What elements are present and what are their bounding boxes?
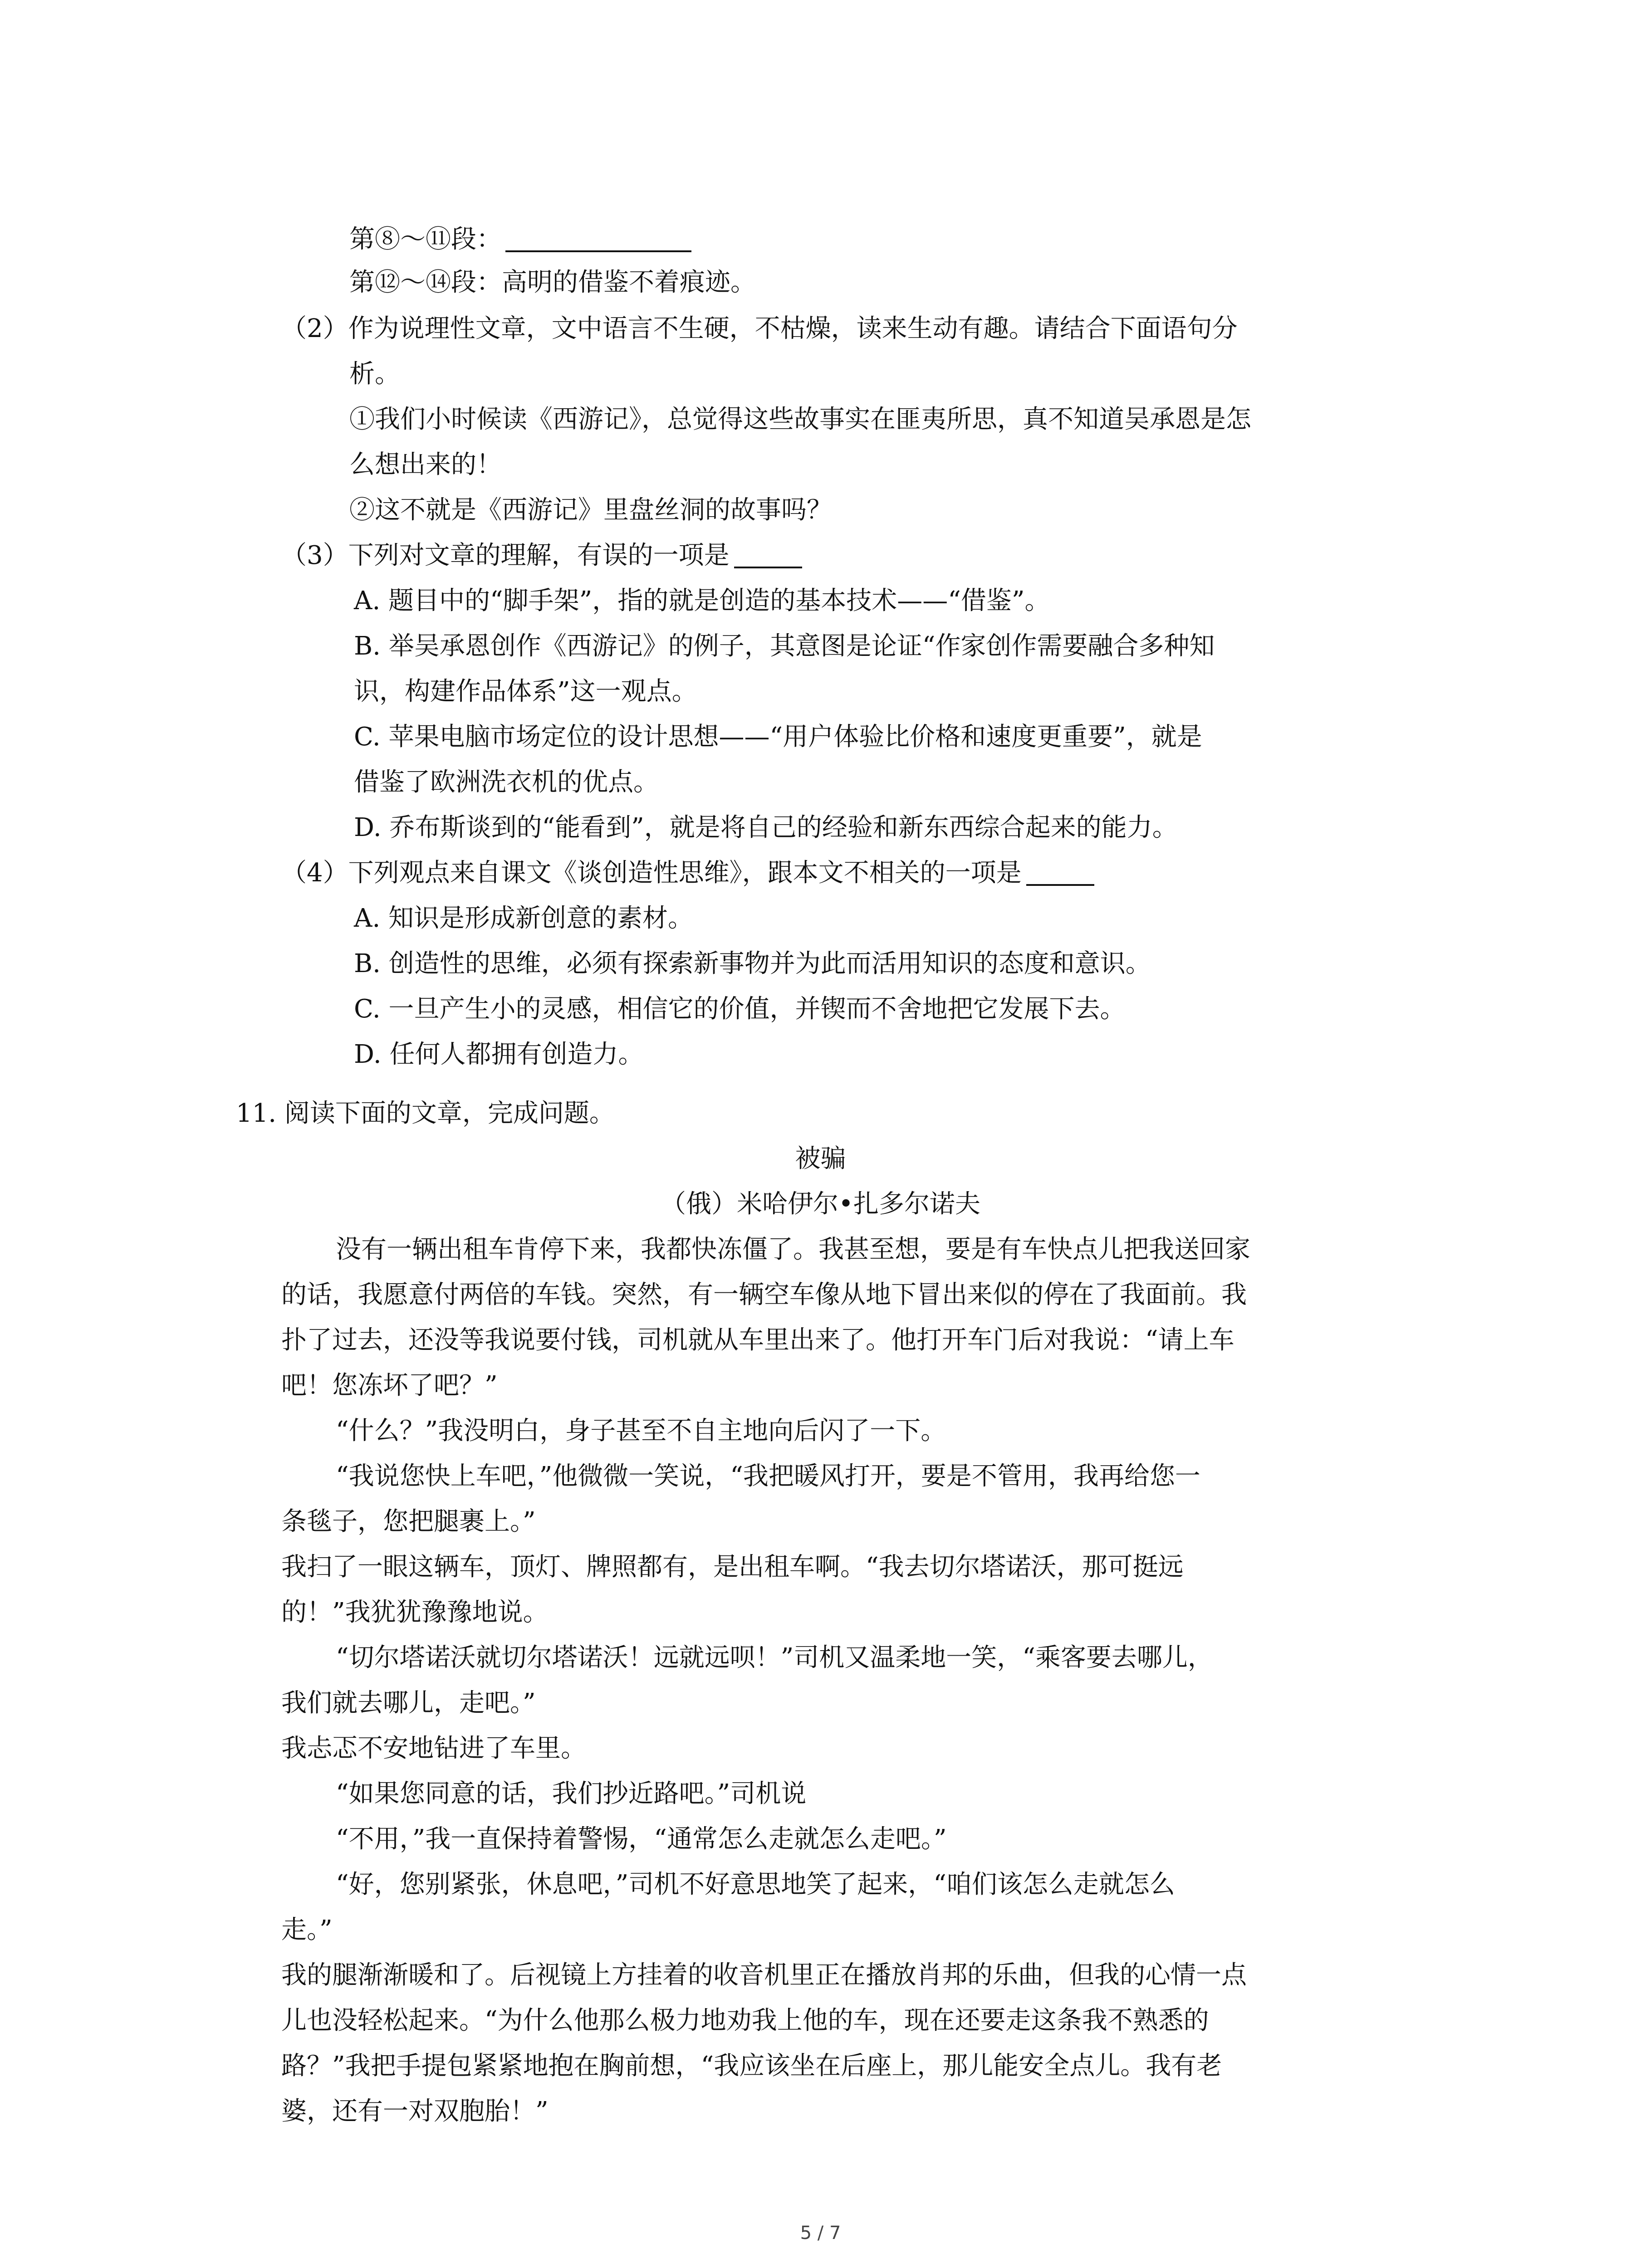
story-paragraph-9-line2: 走。” <box>281 1915 333 1945</box>
question-3-option-c-line2: 借鉴了欧洲洗衣机的优点。 <box>354 767 659 797</box>
question-3-option-b-line1[interactable]: B. 举吴承恩创作《西游记》的例子，其意图是论证“作家创作需要融合多种知 <box>354 631 1215 661</box>
story-paragraph-8: “不用，”我一直保持着警惕，“通常怎么走就怎么走吧。” <box>336 1824 947 1854</box>
story-paragraph-10-line2: 儿也没轻松起来。“为什么他那么极力地劝我上他的车，现在还要走这条我不熟悉的 <box>281 2006 1209 2035</box>
question-4-option-c[interactable]: C. 一旦产生小的灵感，相信它的价值，并锲而不舍地把它发展下去。 <box>354 994 1126 1024</box>
answer-blank[interactable] <box>734 546 802 568</box>
question-2-stem-line2: 析。 <box>349 359 400 389</box>
question-3-stem-text: （3）下列对文章的理解，有误的一项是 <box>281 541 730 570</box>
segment-8-11-line <box>349 227 691 252</box>
question-3-stem <box>281 543 802 568</box>
story-paragraph-3-line1: “我说您快上车吧，”他微微一笑说，“我把暖风打开，要是不管用，我再给您一 <box>336 1461 1200 1491</box>
story-paragraph-5-line1: “切尔塔诺沃就切尔塔诺沃！远就远呗！”司机又温柔地一笑，“乘客要去哪儿， <box>336 1643 1213 1672</box>
question-3-option-d[interactable]: D. 乔布斯谈到的“能看到”，就是将自己的经验和新东西综合起来的能力。 <box>354 813 1178 842</box>
article-title: 被骗 <box>795 1144 846 1173</box>
story-paragraph-10-line1: 我的腿渐渐暖和了。后视镜上方挂着的收音机里正在播放肖邦的乐曲，但我的心情一点 <box>281 1960 1247 1990</box>
story-paragraph-4-line1: 我扫了一眼这辆车，顶灯、牌照都有，是出租车啊。“我去切尔塔诺沃，那可挺远 <box>281 1552 1184 1582</box>
question-2-stem-line1: （2）作为说理性文章，文中语言不生硬，不枯燥，读来生动有趣。请结合下面语句分 <box>281 314 1238 343</box>
question-2-sentence-1-line1: ①我们小时候读《西游记》，总觉得这些故事实在匪夷所思，真不知道吴承恩是怎 <box>349 405 1251 434</box>
question-11-stem: 11. 阅读下面的文章，完成问题。 <box>236 1099 615 1128</box>
question-4-stem-text: （4）下列观点来自课文《谈创造性思维》，跟本文不相关的一项是 <box>281 858 1022 888</box>
story-paragraph-2: “什么？”我没明白，身子甚至不自主地向后闪了一下。 <box>336 1416 946 1446</box>
segment-12-14-line: 第⑫～⑭段：高明的借鉴不着痕迹。 <box>349 268 756 297</box>
question-4-option-d[interactable]: D. 任何人都拥有创造力。 <box>354 1040 644 1069</box>
question-4-stem <box>281 860 1094 886</box>
story-paragraph-10-line3: 路？”我把手提包紧紧地抱在胸前想，“我应该坐在后座上，那儿能安全点儿。我有老 <box>281 2051 1222 2081</box>
story-paragraph-10-line4: 婆，还有一对双胞胎！” <box>281 2097 549 2126</box>
article-author: （俄）米哈伊尔•扎多尔诺夫 <box>660 1189 981 1219</box>
story-paragraph-9-line1: “好，您别紧张，休息吧，”司机不好意思地笑了起来，“咱们该怎么走就怎么 <box>336 1870 1175 1899</box>
answer-blank[interactable] <box>505 230 691 252</box>
story-paragraph-1-line3: 扑了过去，还没等我说要付钱，司机就从车里出来了。他打开车门后对我说：“请上车 <box>281 1325 1234 1355</box>
story-paragraph-3-line2: 条毯子，您把腿裹上。” <box>281 1507 536 1536</box>
question-2-sentence-1-line2: 么想出来的！ <box>349 450 502 479</box>
question-3-option-a[interactable]: A. 题目中的“脚手架”，指的就是创造的基本技术——“借鉴”。 <box>354 586 1050 616</box>
story-paragraph-4-line2: 的！”我犹犹豫豫地说。 <box>281 1598 549 1627</box>
story-paragraph-1-line1: 没有一辆出租车肯停下来，我都快冻僵了。我甚至想，要是有车快点儿把我送回家 <box>336 1235 1250 1264</box>
question-4-option-b[interactable]: B. 创造性的思维，必须有探索新事物并为此而活用知识的态度和意识。 <box>354 949 1151 978</box>
story-paragraph-1-line2: 的话，我愿意付两倍的车钱。突然，有一辆空车像从地下冒出来似的停在了我面前。我 <box>281 1280 1247 1310</box>
question-3-option-c-line1[interactable]: C. 苹果电脑市场定位的设计思想——“用户体验比价格和速度更重要”，就是 <box>354 722 1202 752</box>
segment-8-11-label: 第⑧～⑪段： <box>349 225 502 254</box>
story-paragraph-7: “如果您同意的话，我们抄近路吧。”司机说 <box>336 1779 807 1809</box>
story-paragraph-6: 我忐忑不安地钻进了车里。 <box>281 1734 586 1763</box>
question-2-sentence-2: ②这不就是《西游记》里盘丝洞的故事吗？ <box>349 495 832 525</box>
question-3-option-b-line2: 识，构建作品体系”这一观点。 <box>354 677 697 706</box>
story-paragraph-5-line2: 我们就去哪儿，走吧。” <box>281 1688 536 1718</box>
story-paragraph-1-line4: 吧！您冻坏了吧？” <box>281 1371 498 1400</box>
answer-blank[interactable] <box>1026 863 1094 886</box>
question-4-option-a[interactable]: A. 知识是形成新创意的素材。 <box>354 904 694 933</box>
page-number: 5 / 7 <box>800 2223 841 2244</box>
